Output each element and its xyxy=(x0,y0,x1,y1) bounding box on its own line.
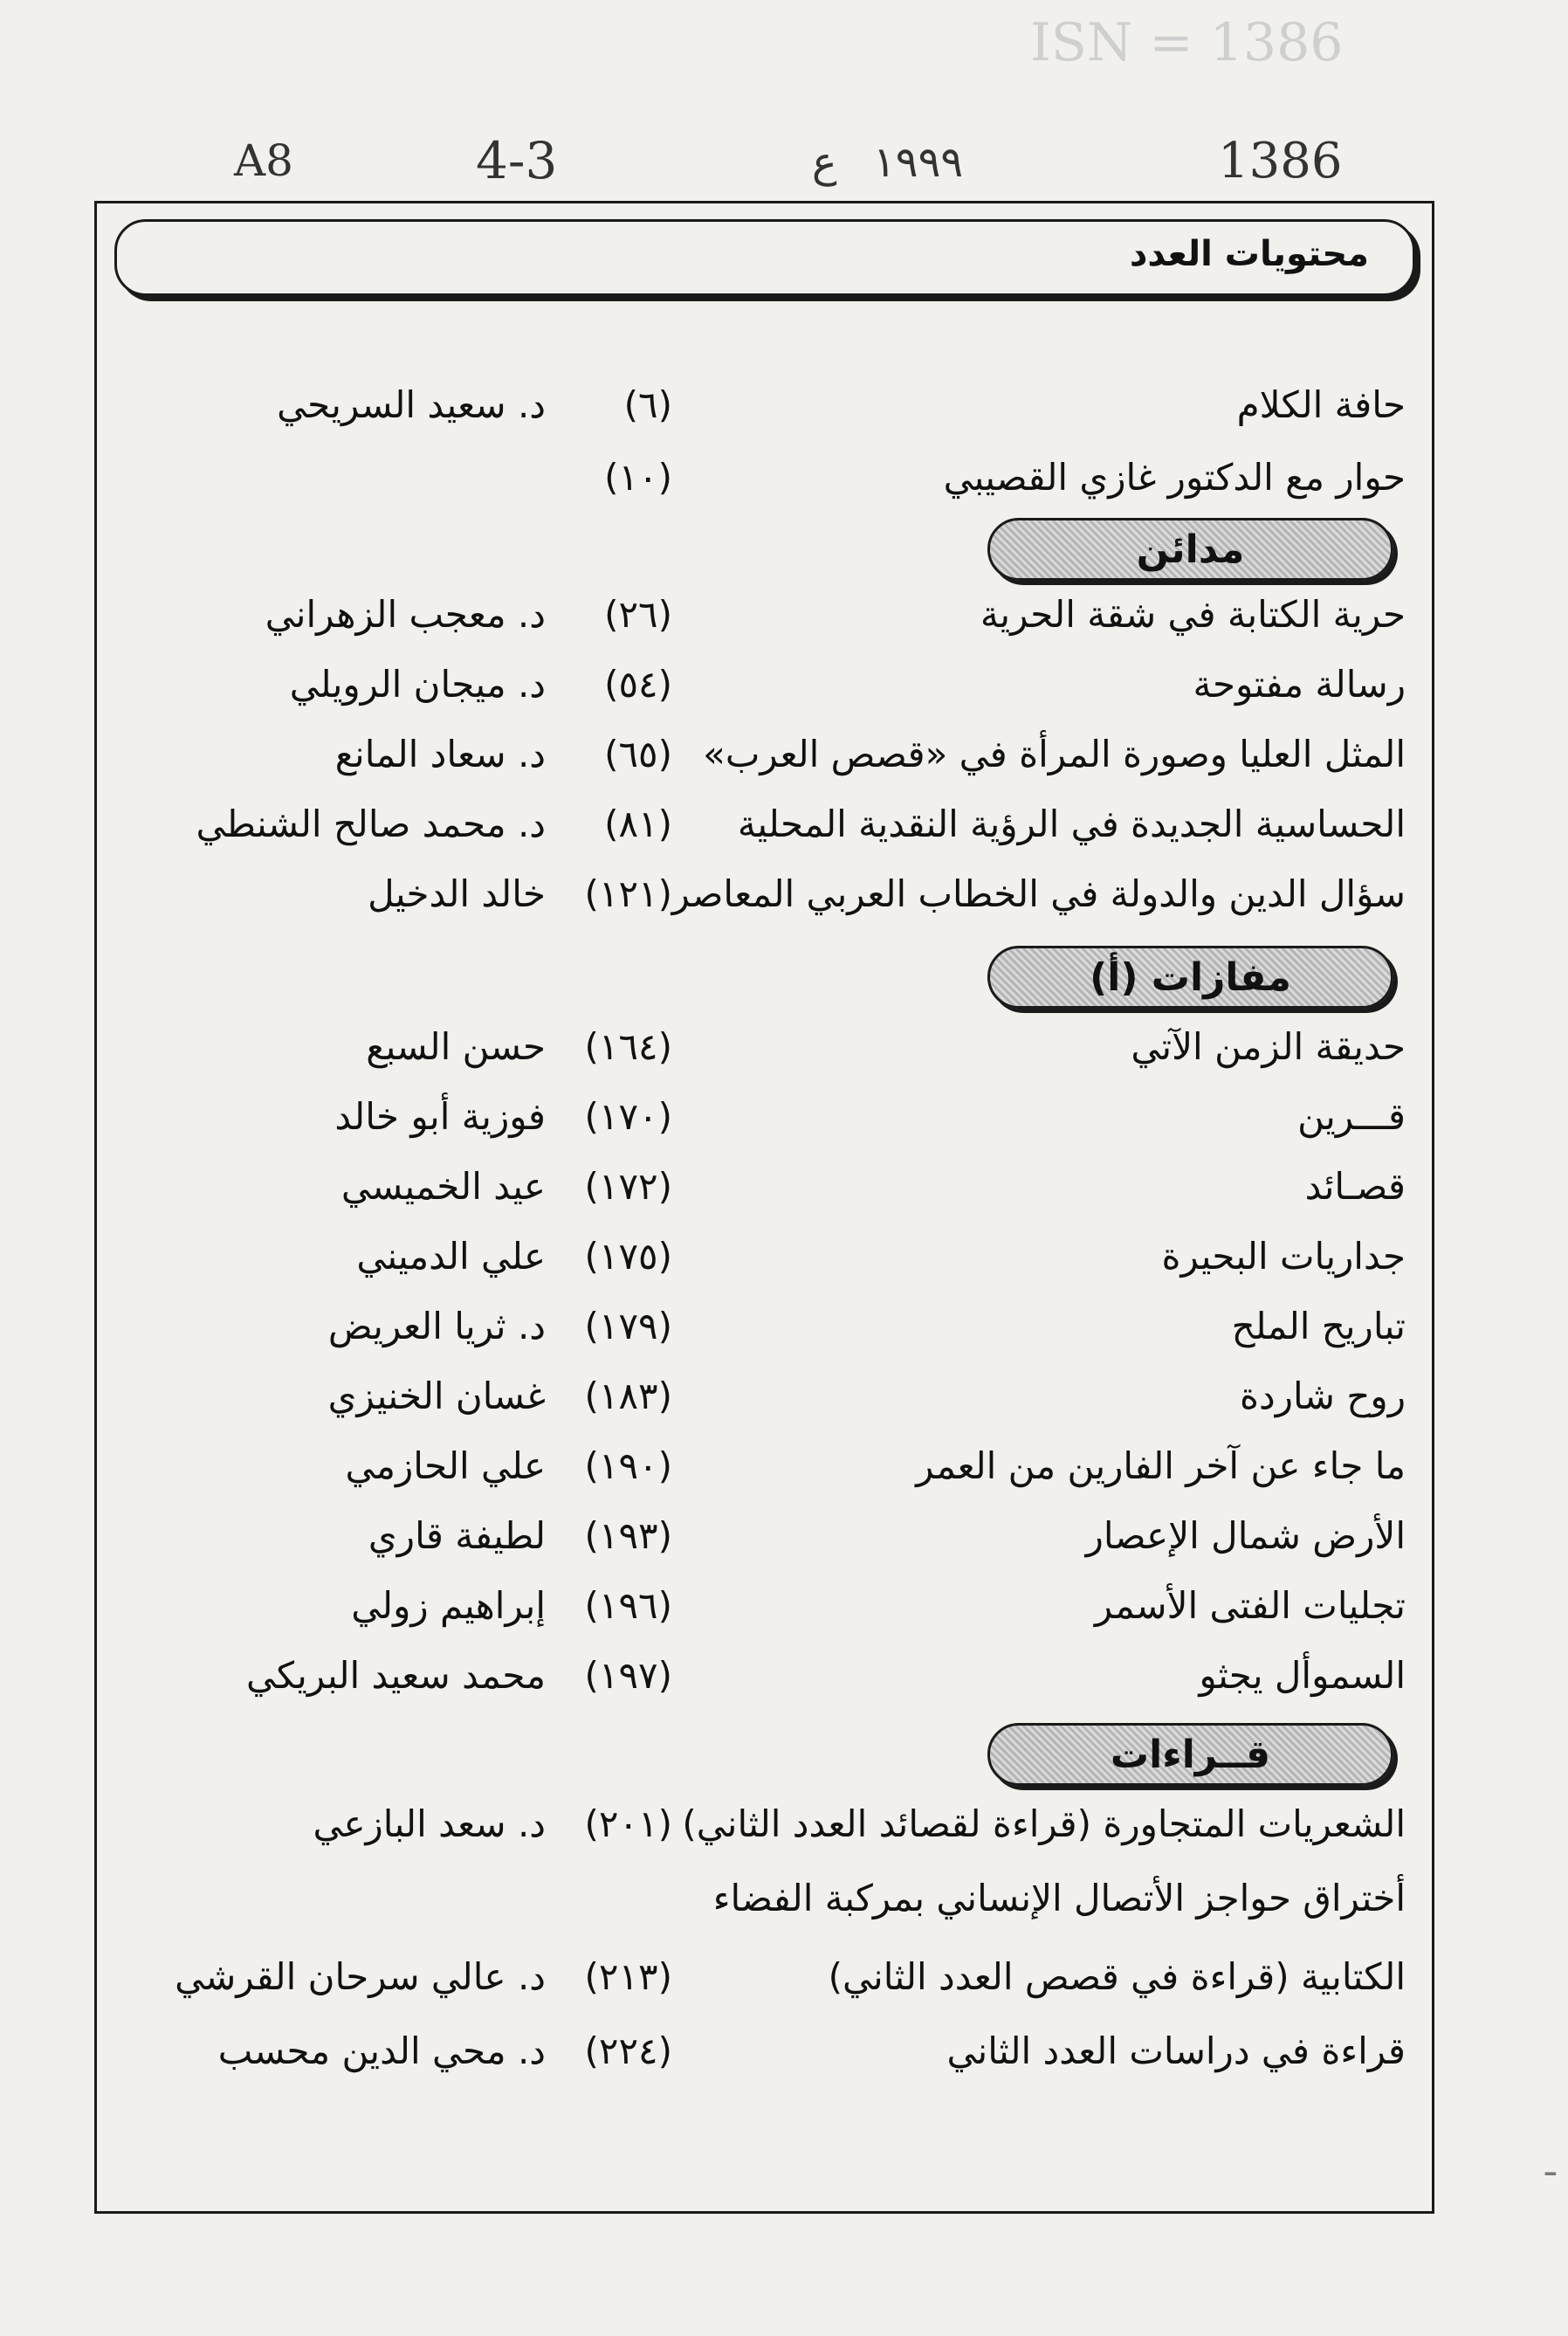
list-item xyxy=(97,451,1432,512)
entry-author: د. سعد البازعي xyxy=(313,1802,546,1845)
entry-author: فوزية أبو خالد xyxy=(334,1095,546,1138)
contents-list xyxy=(97,203,1432,2211)
entry-page: (١٩٣) xyxy=(584,1514,672,1557)
entry-title: حوار مع الدكتور غازي القصيبي xyxy=(943,456,1406,499)
handwritten-notes xyxy=(0,0,1568,190)
entry-page: (١٨٣) xyxy=(584,1375,672,1417)
entry-author: لطيفة قاري xyxy=(368,1514,546,1557)
entry-author: د. سعاد المانع xyxy=(334,733,546,775)
entry-author: د. محي الدين محسب xyxy=(217,2029,546,2072)
entry-author: علي الحازمي xyxy=(345,1444,546,1487)
list-item xyxy=(97,588,1432,649)
entry-page: (١٧٠) xyxy=(584,1095,672,1138)
handwritten-note: ١٩٩٩ xyxy=(873,138,964,187)
section-label: مفازات (أ) xyxy=(1090,955,1291,1000)
entry-page: (٥٤) xyxy=(604,663,672,706)
entry-page: (١٦٤) xyxy=(584,1025,672,1068)
entry-author: د. عالي سرحان القرشي xyxy=(175,1955,546,1998)
list-item xyxy=(97,1950,1432,2011)
list-item xyxy=(97,1579,1432,1640)
entry-author: خالد الدخيل xyxy=(368,872,546,915)
entry-title: الأرض شمال الإعصار xyxy=(1085,1514,1406,1557)
entry-title: المثل العليا وصورة المرأة في «قصص العرب» xyxy=(703,733,1406,775)
entry-page: (١٠) xyxy=(604,456,672,499)
entry-title: قـــرين xyxy=(1297,1095,1406,1138)
section-banner-mafazat xyxy=(987,946,1393,1009)
entry-title: سؤال الدين والدولة في الخطاب العربي المعاصر xyxy=(671,872,1406,915)
handwritten-note: A8 xyxy=(234,135,293,186)
list-item xyxy=(97,2024,1432,2085)
entry-title: حديقة الزمن الآتي xyxy=(1131,1025,1406,1068)
list-item xyxy=(97,1020,1432,1081)
list-item xyxy=(97,1160,1432,1221)
entry-title: قراءة في دراسات العدد الثاني xyxy=(946,2029,1406,2072)
entry-title: السموأل يجثو xyxy=(1199,1654,1406,1697)
entry-title: الحساسية الجديدة في الرؤية النقدية المحلية xyxy=(737,803,1406,845)
list-item xyxy=(97,727,1432,789)
entry-author: د. ميجان الرويلي xyxy=(289,663,546,706)
entry-author: غسان الخنيزي xyxy=(327,1375,546,1417)
entry-title: قصـائد xyxy=(1304,1165,1406,1208)
entry-page: (٨١) xyxy=(604,803,672,845)
entry-title: حافة الكلام xyxy=(1236,383,1406,426)
entry-title: ما جاء عن آخر الفارين من العمر xyxy=(916,1444,1406,1487)
entry-title: تجليات الفتى الأسمر xyxy=(1094,1584,1406,1627)
list-item xyxy=(97,867,1432,928)
entry-page: (٢٦) xyxy=(604,593,672,636)
entry-author: د. محمد صالح الشنطي xyxy=(196,803,546,845)
page-title: محتويات العدد xyxy=(1129,234,1369,274)
list-item xyxy=(97,1439,1432,1500)
entry-author: د. ثريا العريض xyxy=(327,1305,546,1347)
entry-page: (١٩٧) xyxy=(584,1654,672,1697)
list-item xyxy=(97,1797,1432,1858)
entry-title: الشعريات المتجاورة (قراءة لقصائد العدد الثاني) xyxy=(682,1802,1406,1845)
list-item xyxy=(97,1299,1432,1361)
handwritten-note: 4-3 xyxy=(476,131,558,190)
entry-page: (٢١٣) xyxy=(584,1955,672,1998)
list-item xyxy=(97,797,1432,858)
entry-title: روح شاردة xyxy=(1239,1375,1406,1417)
entry-author: د. سعيد السريحي xyxy=(277,383,546,426)
entry-title: رسالة مفتوحة xyxy=(1193,663,1406,706)
entry-page: (١٧٥) xyxy=(584,1235,672,1278)
entry-page: (٦٥) xyxy=(604,733,672,775)
entry-page: (٢٠١) xyxy=(584,1802,672,1845)
section-label: مدائن xyxy=(1136,527,1245,572)
entry-title: تباريح الملح xyxy=(1231,1305,1406,1347)
entry-page: (١٩٠) xyxy=(584,1444,672,1487)
entry-page: (٦) xyxy=(623,383,672,426)
entry-page: (١٧٢) xyxy=(584,1165,672,1208)
entry-title: الكتابية (قراءة في قصص العدد الثاني) xyxy=(828,1955,1406,1998)
list-item xyxy=(97,1509,1432,1570)
list-item xyxy=(97,1369,1432,1430)
entry-page: (١٢١) xyxy=(584,872,672,915)
list-item xyxy=(97,1871,1432,1933)
entry-title: حرية الكتابة في شقة الحرية xyxy=(980,593,1406,636)
entry-title: جداريات البحيرة xyxy=(1161,1235,1406,1278)
entry-author: حسن السبع xyxy=(366,1025,546,1068)
entry-author: د. معجب الزهراني xyxy=(265,593,546,636)
list-item xyxy=(97,1090,1432,1151)
list-item xyxy=(97,658,1432,719)
list-item xyxy=(97,378,1432,439)
section-banner-qiraat xyxy=(987,1723,1393,1786)
handwritten-note: ع xyxy=(812,138,837,187)
section-banner-madain xyxy=(987,518,1393,581)
entry-title: أختراق حواجز الأتصال الإنساني بمركبة الفضاء xyxy=(712,1877,1406,1919)
entry-page: (١٩٦) xyxy=(584,1584,672,1627)
margin-mark: ـ xyxy=(1545,2144,1556,2184)
section-label: قــراءات xyxy=(1110,1733,1271,1777)
entry-author: علي الدميني xyxy=(356,1235,546,1278)
entry-author: محمد سعيد البريكي xyxy=(245,1654,546,1697)
entry-author: إبراهيم زولي xyxy=(351,1584,546,1627)
entry-page: (١٧٩) xyxy=(584,1305,672,1347)
list-item xyxy=(97,1230,1432,1291)
entry-author: عيد الخميسي xyxy=(340,1165,546,1208)
entry-page: (٢٢٤) xyxy=(584,2029,672,2072)
contents-frame xyxy=(94,201,1434,2214)
faint-handwriting: ISN = 1386 xyxy=(1030,12,1344,73)
list-item xyxy=(97,1649,1432,1710)
handwritten-note: 1386 xyxy=(1218,133,1343,189)
